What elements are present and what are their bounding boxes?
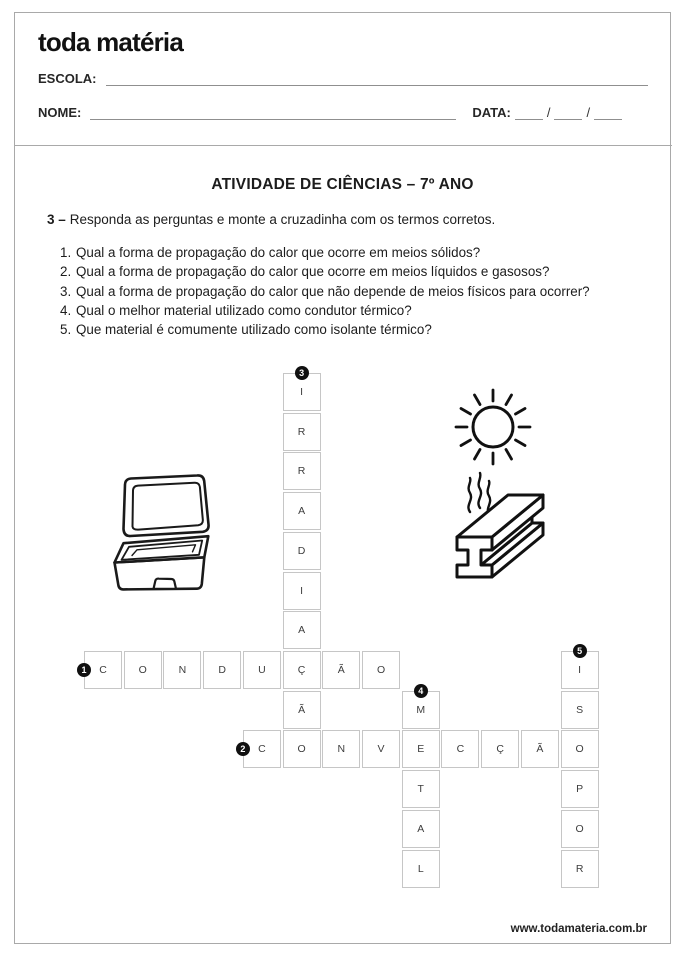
question-item: 3. Qual a forma de propagação do calor que não depende de meios físicos para ocorrer? [60,283,590,299]
exercise-instruction: 3 – Responda as perguntas e monte a cruzadinha com os termos corretos. [47,212,496,227]
crossword-clue-badge: 4 [414,684,428,698]
name-date-field-row [38,102,655,120]
exercise-number: 3 – [47,212,66,227]
metal-beam-icon [450,468,575,593]
crossword-cell[interactable]: Ç [283,651,321,689]
crossword-cell[interactable]: A [283,611,321,649]
crossword-cell[interactable]: I [561,651,599,689]
sun-icon [452,386,534,468]
crossword-cell[interactable]: Ã [521,730,559,768]
question-item: 1. Qual a forma de propagação do calor que ocorre em meios sólidos? [60,245,481,260]
crossword-clue-badge: 2 [236,742,250,756]
crossword-cell[interactable]: O [283,730,321,768]
crossword-cell[interactable]: O [124,651,162,689]
worksheet-title: ATIVIDADE DE CIÊNCIAS – 7º ANO [211,176,474,193]
crossword-cell[interactable]: O [561,810,599,848]
date-slash: / [586,105,591,120]
crossword-cell[interactable]: C [243,730,281,768]
crossword-cell[interactable]: C [441,730,479,768]
crossword-cell[interactable]: I [283,572,321,610]
crossword-cell[interactable]: D [283,532,321,570]
school-input-line[interactable] [106,68,649,86]
crossword-cell[interactable]: R [561,850,599,888]
date-slash: / [546,105,551,120]
crossword-cell[interactable]: P [561,770,599,808]
school-label: ESCOLA: [38,71,97,86]
crossword-cell[interactable]: D [203,651,241,689]
question-item: 2. Qual a forma de propagação do calor que ocorre em meios líquidos e gasosos? [60,264,550,280]
crossword-cell[interactable]: S [561,691,599,729]
crossword-cell[interactable]: Ç [481,730,519,768]
crossword-cell[interactable]: M [402,691,440,729]
crossword-cell[interactable]: T [402,770,440,808]
crossword-cell[interactable]: Ã [283,691,321,729]
header-divider [14,145,672,146]
date-year-line[interactable] [594,102,622,120]
crossword-cell[interactable]: N [163,651,201,689]
crossword-cell[interactable]: E [402,730,440,768]
name-label: NOME: [38,105,82,120]
crossword-cell[interactable]: U [243,651,281,689]
crossword-cell[interactable]: L [402,850,440,888]
toda-materia-logo: toda matéria [38,27,184,57]
crossword-cell[interactable]: R [283,452,321,490]
footer-site-url: www.todamateria.com.br [510,923,647,935]
crossword-cell[interactable]: O [561,730,599,768]
questions-list [60,243,638,339]
crossword-clue-badge: 5 [573,644,587,658]
date-month-line[interactable] [554,102,582,120]
crossword-cell[interactable]: O [362,651,400,689]
crossword-cell[interactable]: C [84,651,122,689]
crossword-cell[interactable]: A [283,492,321,530]
question-item: 5. Que material é comumente utilizado como isolante térmico? [60,322,432,338]
date-label: DATA: [472,105,511,120]
school-field-row [38,68,648,86]
crossword-clue-badge: 3 [295,366,309,380]
crossword-cell[interactable]: A [402,810,440,848]
question-item: 4. Qual o melhor material utilizado como condutor térmico? [60,302,412,318]
crossword-cell[interactable]: N [322,730,360,768]
name-input-line[interactable] [90,102,456,120]
crossword-clue-badge: 1 [77,663,91,677]
date-day-line[interactable] [515,102,543,120]
crossword-cell[interactable]: Ã [322,651,360,689]
crossword-cell[interactable]: V [362,730,400,768]
styrofoam-box-icon [98,465,228,605]
crossword-cell[interactable]: I [283,373,321,411]
crossword-cell[interactable]: R [283,413,321,451]
